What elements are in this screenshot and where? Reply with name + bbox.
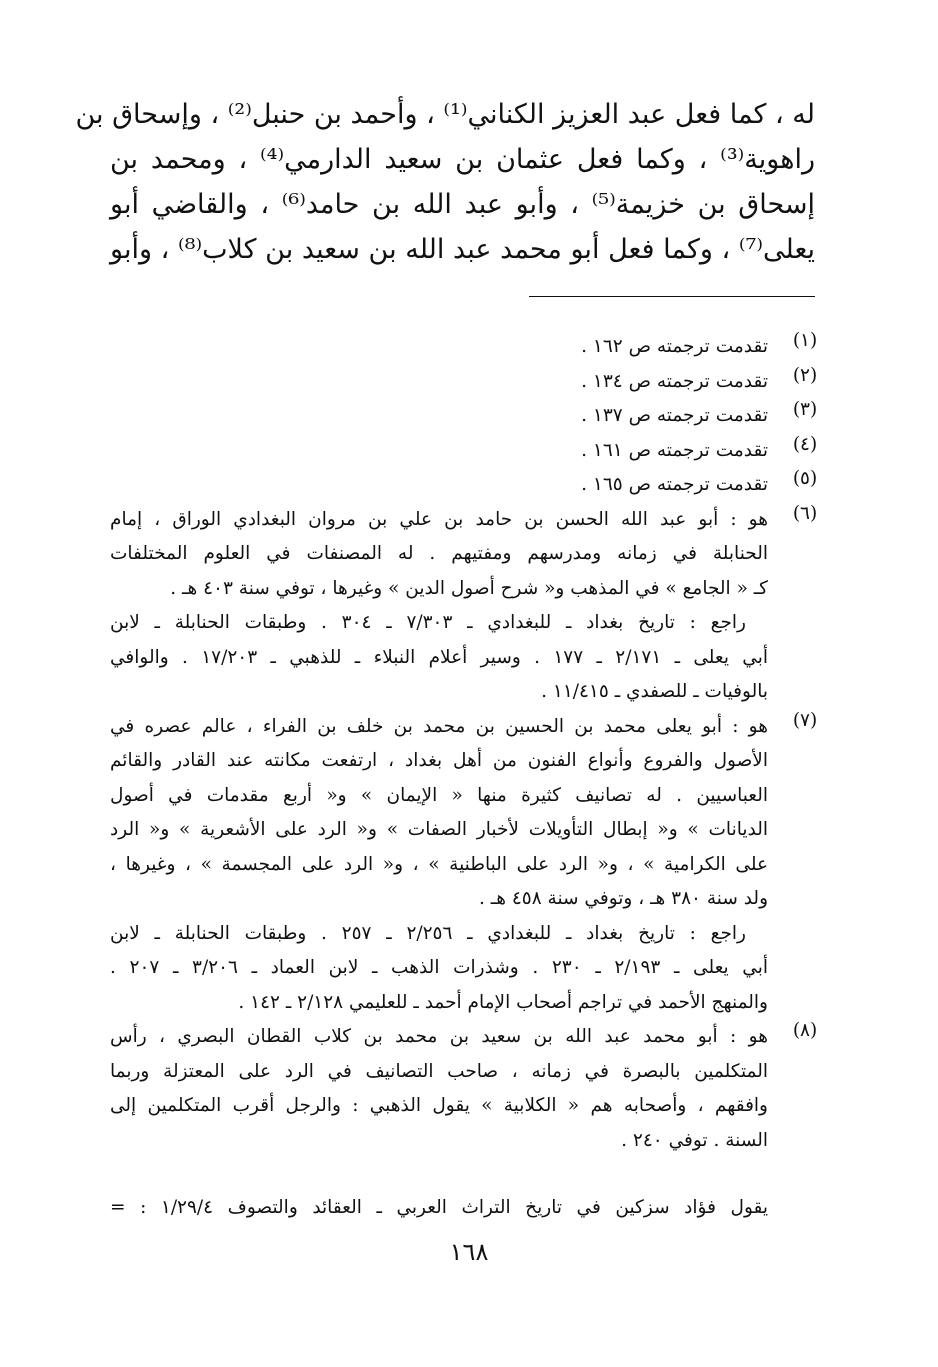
footnote <box>110 399 822 434</box>
footnote-continuation: يقول فؤاد سزكين في تاريخ التراث العربي ـ العقائد والتصوف ١/٢٩/٤ : = <box>110 1197 769 1218</box>
footnote-number: (٤) <box>792 433 818 455</box>
main-text-line: راهوية⁽³⁾ ، وكما فعل عثمان بن سعيد الدارمي⁽⁴⁾ ، ومحمد بن <box>110 144 816 175</box>
footnote-number: (٣) <box>792 399 818 420</box>
main-text-line: يعلى⁽⁷⁾ ، وكما فعل أبو محمد عبد الله بن سعيد بن كلاب⁽⁸⁾ ، وأبو <box>110 234 815 265</box>
footnote <box>110 710 822 1021</box>
footnote-line: الحنابلة في زمانه ومدرسهم ومفتيهم . له المصنفات في العلوم المختلفات <box>110 543 768 564</box>
footnote-line: راجع : تاريخ بغداد ـ للبغدادي ـ ٧/٣٠٣ ـ ٣٠٤ . وطبقات الحنابلة ـ لابن <box>110 612 746 633</box>
footnote-line: وافقهم ، وأصحابه هم « الكلابية » يقول الذهبي : والرجل أقرب المتكلمين إلى <box>110 1095 768 1116</box>
footnote-line: كـ « الجامع » في المذهب و« شرح أصول الدين » وغيرها ، توفي سنة ٤٠٣ هـ . <box>170 577 768 599</box>
footnote-line: السنة . توفي ٢٤٠ . <box>621 1129 768 1151</box>
footnote-separator <box>529 296 815 297</box>
footnote-line: الديانات » و« إبطال التأويلات لأخبار الصفات » و« الرد على الأشعرية » و« الرد <box>110 819 768 840</box>
footnote-line: هو : أبو يعلى محمد بن الحسين بن محمد بن خلف بن الفراء ، عالم عصره في <box>110 715 768 737</box>
footnote <box>110 1020 822 1158</box>
footnote-line: هو : أبو عبد الله الحسن بن حامد بن علي بن مروان البغدادي الوراق ، إمام <box>110 508 768 530</box>
footnote-line: أبي يعلى ـ ٢/١٩٣ ـ ٢٣٠ . وشذرات الذهب ـ لابن العماد ـ ٣/٢٠٦ ـ ٢٠٧ . <box>110 957 768 978</box>
footnote-line: تقدمت ترجمته ص ١٦١ . <box>581 439 768 461</box>
footnote-number: (١) <box>792 330 818 351</box>
footnote-line: راجع : تاريخ بغداد ـ للبغدادي ـ ٢/٢٥٦ ـ ٢٥٧ . وطبقات الحنابلة ـ لابن <box>110 922 746 944</box>
footnote <box>110 330 822 365</box>
footnote-line: ولد سنة ٣٨٠ هـ ، وتوفي سنة ٤٥٨ هـ . <box>479 888 768 909</box>
footnote-number: (٢) <box>792 364 818 386</box>
footnote-line: تقدمت ترجمته ص ١٦٥ . <box>581 474 768 495</box>
footnote-line: بالوفيات ـ للصفدي ـ ١١/٤١٥ . <box>541 681 768 702</box>
footnote <box>110 434 822 469</box>
footnote-line: تقدمت ترجمته ص ١٣٤ . <box>581 370 768 392</box>
footnote-line: هو : أبو محمد عبد الله بن سعيد بن محمد بن كلاب القطان البصري ، رأس <box>110 1026 768 1047</box>
footnote-line: أبي يعلى ـ ٢/١٧١ ـ ١٧٧ . وسير أعلام النبلاء ـ للذهبي ـ ١٧/٢٠٣ . والوافي <box>110 646 769 668</box>
footnote <box>110 468 822 503</box>
footnote-line: الأصول والفروع وأنواع الفنون من أهل بغداد ، ارتفعت مكانته عند القادر والقائم <box>110 750 768 771</box>
footnotes <box>110 330 822 1158</box>
main-text-line: إسحاق بن خزيمة⁽⁵⁾ ، وأبو عبد الله بن حامد⁽⁶⁾ ، والقاضي أبو <box>110 189 816 220</box>
footnote-line: تقدمت ترجمته ص ١٦٢ . <box>581 336 768 357</box>
footnote-line: المتكلمين بالبصرة في زمانه ، صاحب التصانيف في الرد على المعتزلة وربما <box>110 1060 768 1082</box>
page-number: ١٦٨ <box>449 1238 489 1266</box>
footnote-number: (٦) <box>792 502 818 524</box>
main-text <box>75 92 816 272</box>
footnote-number: (٨) <box>792 1020 818 1041</box>
footnote-line: على الكرامية » ، و« الرد على الباطنية » ، و« الرد على المجسمة » ، وغيرها ، <box>110 853 768 875</box>
footnote-number: (٧) <box>792 709 818 731</box>
footnote <box>110 365 822 400</box>
main-text-line: له ، كما فعل عبد العزيز الكناني⁽¹⁾ ، وأحمد بن حنبل⁽²⁾ ، وإسحاق بن <box>75 99 815 130</box>
footnote-line: تقدمت ترجمته ص ١٣٧ . <box>581 405 768 426</box>
footnote-number: (٥) <box>792 468 818 489</box>
footnote-line: العباسيين . له تصانيف كثيرة منها « الإيمان » و« أربع مقدمات في أصول <box>110 784 768 806</box>
footnote <box>110 503 822 710</box>
footnote-line: والمنهج الأحمد في تراجم أصحاب الإمام أحمد ـ للعليمي ٢/١٢٨ ـ ١٤٢ . <box>238 991 768 1013</box>
